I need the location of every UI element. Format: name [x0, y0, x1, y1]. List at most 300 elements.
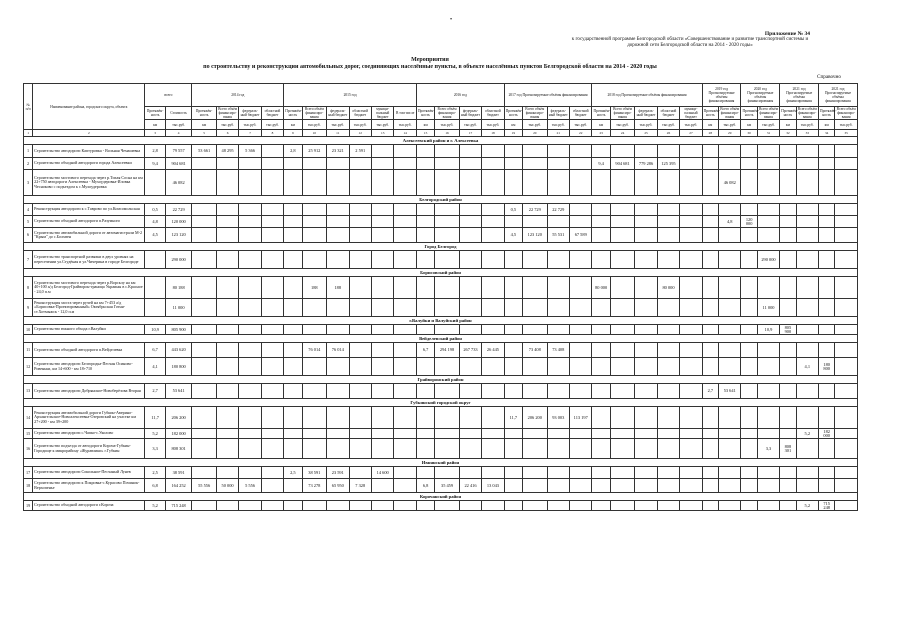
unit-km: км: [145, 120, 165, 130]
unit-trub: тыс.руб.: [482, 120, 504, 130]
cell-value: [239, 467, 261, 479]
cell-value: [192, 277, 216, 299]
table-row: [24, 343, 858, 358]
cell-value: [635, 299, 657, 317]
cell-value: [547, 384, 569, 399]
cell-value: [145, 277, 165, 299]
header-row-3: [24, 120, 858, 130]
cell-value: [592, 204, 610, 216]
cell-value: [416, 145, 434, 158]
cell-value: [719, 299, 741, 317]
section-row: [24, 459, 858, 467]
cell-value: [459, 467, 481, 479]
cell-value: [482, 358, 504, 376]
subheader-obl: областной бюджет: [657, 107, 679, 120]
cell-value: [635, 216, 657, 228]
subheader-tot_fin: Всего объём финансиро-вания: [836, 107, 856, 119]
cell-value: [523, 467, 547, 479]
cell-value: [657, 479, 679, 493]
cell-value: [327, 299, 349, 317]
cell-value: [680, 384, 702, 399]
cell-value: [284, 343, 302, 358]
cell-value: [610, 204, 634, 216]
cell-value: [569, 384, 591, 399]
cell-value: [504, 145, 522, 158]
cell-value: [327, 429, 349, 439]
cell-value: 2,7: [145, 384, 165, 399]
subheader-len: Протяжён-ность: [741, 107, 757, 120]
cell-value: [702, 479, 718, 493]
cell-value: [680, 170, 702, 196]
cell-value: [302, 216, 326, 228]
cell-value: [192, 204, 216, 216]
cell-value: [780, 251, 796, 269]
cell-value: [657, 145, 679, 158]
section-row: [24, 493, 858, 501]
cell-value: [416, 170, 434, 196]
cell-value: 188: [327, 277, 349, 299]
cell-value: 290 000: [165, 251, 192, 269]
cell-value: [435, 358, 459, 376]
cell-value: [239, 228, 261, 243]
index-cell: 3: [145, 130, 165, 137]
unit-trub: тыс.руб.: [459, 120, 481, 130]
col-2021: 2021 год Прогнозируемые объёмы финансирования: [780, 84, 819, 107]
cell-value: [239, 204, 261, 216]
cell-value: [635, 439, 657, 459]
cell-value: 13: [24, 384, 33, 399]
table-row: [24, 325, 858, 335]
cell-value: [547, 325, 569, 335]
cell-value: [819, 325, 835, 335]
cell-value: 5,2: [145, 429, 165, 439]
col-2019: 2019 год Прогнозируемые объёмы финансирования: [702, 84, 741, 107]
col-2020: 2020 год Прогнозируемые объёмы финансирования: [741, 84, 780, 107]
cell-value: [702, 501, 718, 511]
cell-value: [757, 170, 779, 196]
cell-value: [702, 216, 718, 228]
cell-value: [835, 407, 858, 429]
cell-value: [302, 228, 326, 243]
cell-value: [610, 145, 634, 158]
cell-value: [757, 384, 779, 399]
cell-value: 4,8: [145, 216, 165, 228]
cell-value: 290 000: [757, 251, 779, 269]
cell-value: [327, 204, 349, 216]
cell-value: [349, 228, 371, 243]
cell-value: [239, 358, 261, 376]
unit-trub: тыс.руб.: [394, 120, 417, 130]
cell-value: [819, 384, 835, 399]
cell-value: [192, 158, 216, 170]
col-num: № п/п: [24, 84, 33, 130]
cell-value: [610, 299, 634, 317]
cell-value: [504, 251, 522, 269]
cell-value: [435, 299, 459, 317]
cell-value: [780, 501, 796, 511]
cell-value: [416, 407, 434, 429]
cell-value: [216, 429, 238, 439]
index-cell: 33: [796, 130, 818, 137]
cell-value: [610, 325, 634, 335]
cell-value: [394, 170, 417, 196]
cell-value: [435, 170, 459, 196]
cell-value: 9,4: [145, 158, 165, 170]
index-cell: 21: [547, 130, 569, 137]
cell-value: [592, 467, 610, 479]
cell-value: [657, 501, 679, 511]
cell-value: [780, 277, 796, 299]
cell-value: [741, 358, 757, 376]
cell-value: [657, 170, 679, 196]
cell-value: [523, 325, 547, 335]
cell-value: [216, 343, 238, 358]
cell-value: [302, 439, 326, 459]
cell-value: [435, 384, 459, 399]
cell-value: 805 900: [780, 325, 796, 335]
cell-value: [371, 228, 393, 243]
cell-value: 715 248: [819, 501, 835, 511]
cell-value: 80 000: [657, 277, 679, 299]
cell-value: [216, 251, 238, 269]
unit-trub: тыс.руб.: [371, 120, 393, 130]
cell-value: [547, 145, 569, 158]
cell-value: [192, 325, 216, 335]
cell-value: 180 800: [165, 358, 192, 376]
unit-km: км: [702, 120, 718, 130]
cell-value: 9,4: [592, 158, 610, 170]
index-cell: 1: [24, 130, 33, 137]
section-row: [24, 335, 858, 343]
cell-value: [780, 170, 796, 196]
subheader-cost: Стоимость: [165, 107, 192, 120]
cell-value: [284, 216, 302, 228]
cell-value: [635, 277, 657, 299]
cell-value: [719, 501, 741, 511]
cell-value: [680, 501, 702, 511]
cell-value: [819, 228, 835, 243]
cell-value: 14 600: [371, 467, 393, 479]
cell-value: [394, 251, 417, 269]
cell-value: [261, 299, 283, 317]
cell-value: [284, 158, 302, 170]
cell-value: 6,8: [416, 479, 434, 493]
cell-value: [680, 325, 702, 335]
cell-value: [547, 467, 569, 479]
index-cell: 29: [719, 130, 741, 137]
subheader-len: Протяжён-ность: [780, 107, 796, 120]
cell-value: [757, 204, 779, 216]
cell-value: [719, 343, 741, 358]
subheader-tot_fin: Всего объём финансиро-вания: [523, 107, 547, 120]
cell-value: [635, 228, 657, 243]
cell-value: [702, 429, 718, 439]
subheader-len: Протяжён-ность: [702, 107, 718, 120]
object-name: Строительство обходной автодороги п.Разумного: [33, 216, 145, 228]
cell-value: 123 120: [523, 228, 547, 243]
cell-value: [610, 384, 634, 399]
section-title: Белгородский район: [24, 196, 858, 204]
cell-value: [819, 251, 835, 269]
unit-trub: тыс.руб.: [261, 120, 283, 130]
cell-value: [192, 358, 216, 376]
cell-value: [592, 384, 610, 399]
cell-value: [610, 358, 634, 376]
cell-value: [371, 479, 393, 493]
cell-value: [523, 384, 547, 399]
cell-value: [435, 145, 459, 158]
cell-value: 11: [24, 343, 33, 358]
cell-value: [796, 439, 818, 459]
cell-value: 22 729: [523, 204, 547, 216]
cell-value: 15: [24, 429, 33, 439]
cell-value: [702, 467, 718, 479]
cell-value: 22 416: [459, 479, 481, 493]
cell-value: [819, 343, 835, 358]
cell-value: [504, 439, 522, 459]
cell-value: [835, 204, 858, 216]
cell-value: [394, 325, 417, 335]
cell-value: [504, 216, 522, 228]
unit-trub: тыс.руб.: [719, 120, 741, 130]
subheader-tot_fin: Всего объём финансиро-вания: [610, 107, 634, 120]
cell-value: [327, 439, 349, 459]
cell-value: [680, 429, 702, 439]
cell-value: [635, 358, 657, 376]
subheader-tot_fin: Всего объём финансиро-вания: [302, 107, 326, 120]
cell-value: [192, 384, 216, 399]
section-title: Борисовский район: [24, 269, 858, 277]
cell-value: [371, 358, 393, 376]
cell-value: [569, 467, 591, 479]
section-row: [24, 269, 858, 277]
cell-value: [592, 325, 610, 335]
cell-value: [216, 216, 238, 228]
object-name: Строительство обходной автодороги города Алексеевки: [33, 158, 145, 170]
table-row: [24, 407, 858, 429]
cell-value: [569, 325, 591, 335]
cell-value: [635, 343, 657, 358]
cell-value: [547, 429, 569, 439]
unit-km: км: [780, 120, 796, 130]
cell-value: [657, 216, 679, 228]
cell-value: [657, 439, 679, 459]
cell-value: [796, 407, 818, 429]
cell-value: [680, 228, 702, 243]
cell-value: 23 591: [327, 467, 349, 479]
cell-value: 113 197: [569, 407, 591, 429]
cell-value: 4,1: [796, 358, 818, 376]
cell-value: [192, 407, 216, 429]
cell-value: [349, 407, 371, 429]
index-cell: 7: [239, 130, 261, 137]
cell-value: [523, 145, 547, 158]
section-title: Вейделевский район: [24, 335, 858, 343]
cell-value: 206 200: [165, 407, 192, 429]
cell-value: [657, 204, 679, 216]
cell-value: [835, 439, 858, 459]
cell-value: [349, 170, 371, 196]
unit-trub: тыс.руб.: [327, 120, 349, 130]
table-row: [24, 299, 858, 317]
cell-value: [757, 216, 779, 228]
cell-value: [610, 479, 634, 493]
table-row: [24, 429, 858, 439]
cell-value: [819, 145, 835, 158]
cell-value: [547, 216, 569, 228]
cell-value: 715 248: [165, 501, 192, 511]
col-2016: 2016 год: [416, 84, 504, 107]
subheader-len: Протяжён-ность: [819, 107, 835, 120]
cell-value: [819, 204, 835, 216]
cell-value: 12: [24, 358, 33, 376]
cell-value: [459, 439, 481, 459]
cell-value: [592, 479, 610, 493]
cell-value: [741, 251, 757, 269]
cell-value: [216, 407, 238, 429]
cell-value: 8: [24, 277, 33, 299]
cell-value: [780, 204, 796, 216]
cell-value: [504, 384, 522, 399]
section-title: Ивнянский район: [24, 459, 858, 467]
cell-value: [635, 170, 657, 196]
cell-value: [610, 277, 634, 299]
cell-value: [796, 170, 818, 196]
cell-value: [482, 407, 504, 429]
cell-value: [547, 358, 569, 376]
cell-value: [371, 145, 393, 158]
unit-trub: тыс.руб.: [302, 120, 326, 130]
cell-value: [780, 384, 796, 399]
cell-value: [523, 170, 547, 196]
cell-value: [371, 501, 393, 511]
cell-value: [702, 277, 718, 299]
cell-value: [261, 145, 283, 158]
cell-value: [349, 384, 371, 399]
index-cell: 14: [394, 130, 417, 137]
cell-value: [416, 467, 434, 479]
cell-value: [459, 384, 481, 399]
subheader-len: Протяжён-ность: [192, 107, 216, 120]
cell-value: [523, 251, 547, 269]
col-2017: 2017 год Прогнозируемые объёмы финансирования: [504, 84, 592, 107]
cell-value: [394, 343, 417, 358]
cell-value: [435, 228, 459, 243]
cell-value: [504, 158, 522, 170]
cell-value: 10,9: [757, 325, 779, 335]
cell-value: [239, 325, 261, 335]
cell-value: [569, 216, 591, 228]
cell-value: [780, 479, 796, 493]
cell-value: [569, 299, 591, 317]
cell-value: [284, 204, 302, 216]
cell-value: [592, 216, 610, 228]
cell-value: 5: [24, 216, 33, 228]
cell-value: [547, 170, 569, 196]
cell-value: [592, 343, 610, 358]
cell-value: 4,8: [719, 216, 741, 228]
cell-value: 808 301: [780, 439, 796, 459]
cell-value: [592, 145, 610, 158]
subheader-mun: муници-пальный бюджет: [680, 107, 702, 120]
cell-value: [835, 158, 858, 170]
cell-value: [459, 204, 481, 216]
cell-value: [482, 145, 504, 158]
cell-value: [349, 216, 371, 228]
cell-value: [371, 439, 393, 459]
cell-value: [394, 145, 417, 158]
col-2018: 2018 год Прогнозируемые объёмы финансирования: [592, 84, 702, 107]
cell-value: [835, 251, 858, 269]
table-row: [24, 439, 858, 459]
cell-value: [657, 429, 679, 439]
cell-value: [719, 407, 741, 429]
cell-value: [239, 407, 261, 429]
cell-value: [741, 343, 757, 358]
cell-value: [459, 216, 481, 228]
cell-value: [610, 439, 634, 459]
cell-value: [482, 170, 504, 196]
cell-value: [504, 170, 522, 196]
cell-value: [192, 299, 216, 317]
object-name: Строительство автодороги к Покровка-с.Курасово Починок-Верхопенье: [33, 479, 145, 493]
cell-value: [435, 407, 459, 429]
index-cell: 6: [216, 130, 238, 137]
cell-value: [371, 384, 393, 399]
cell-value: [592, 501, 610, 511]
cell-value: [757, 343, 779, 358]
cell-value: [741, 145, 757, 158]
table-row: [24, 251, 858, 269]
cell-value: [371, 251, 393, 269]
cell-value: [394, 299, 417, 317]
cell-value: [702, 407, 718, 429]
col-2014: 2014 год: [192, 84, 284, 107]
cell-value: 3,3: [757, 439, 779, 459]
cell-value: 10: [24, 325, 33, 335]
cell-value: [504, 429, 522, 439]
cell-value: [349, 158, 371, 170]
cell-value: [610, 407, 634, 429]
cell-value: [835, 145, 858, 158]
cell-value: [657, 251, 679, 269]
table-row: [24, 358, 858, 376]
index-cell: 22: [569, 130, 591, 137]
table-row: [24, 170, 858, 196]
cell-value: [569, 358, 591, 376]
cell-value: [327, 384, 349, 399]
cell-value: 23 321: [327, 145, 349, 158]
index-cell: 28: [702, 130, 718, 137]
object-name: Строительство транспортной развязки в двух уровнях на пересечении ул.Студёная и ул.Чичерина в городе Белгороде: [33, 251, 145, 269]
cell-value: [145, 170, 165, 196]
cell-value: [482, 216, 504, 228]
cell-value: [819, 216, 835, 228]
cell-value: [482, 228, 504, 243]
cell-value: [702, 251, 718, 269]
unit-km: км: [416, 120, 434, 130]
cell-value: [547, 158, 569, 170]
cell-value: 11,7: [145, 407, 165, 429]
cell-value: [302, 299, 326, 317]
unit-trub: тыс.руб.: [796, 120, 818, 130]
section-title: Алексеевский район и г. Алексеевка: [24, 137, 858, 145]
section-title: г.Валуйки и Валуйский район: [24, 317, 858, 325]
cell-value: [719, 325, 741, 335]
cell-value: 6,8: [145, 479, 165, 493]
cell-value: [569, 343, 591, 358]
cell-value: [657, 299, 679, 317]
